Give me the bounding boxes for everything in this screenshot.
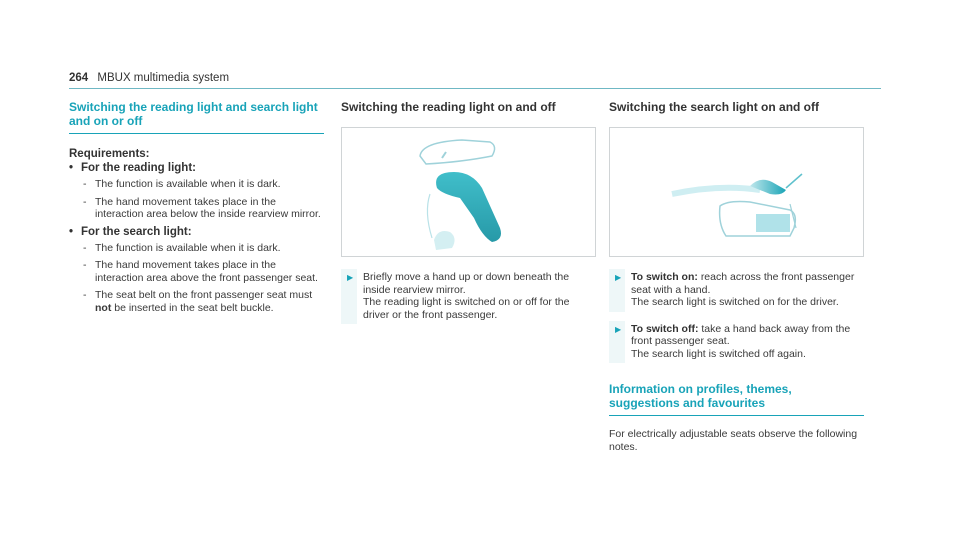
column-search-light bbox=[609, 100, 864, 453]
heading-divider bbox=[69, 133, 324, 134]
search-light-bullet: • For the search light: bbox=[69, 225, 192, 238]
section-heading: Switching the reading light on and off bbox=[341, 100, 556, 114]
list-item: - The hand movement takes place in the interaction area above the front passenger seat. bbox=[83, 259, 324, 284]
list-item: - The function is available when it is dark. bbox=[83, 178, 324, 191]
reading-light-bullet: • For the reading light: bbox=[69, 162, 196, 174]
search-light-list bbox=[83, 242, 324, 315]
info-section bbox=[609, 382, 864, 453]
list-item: - The seat belt on the front passenger seat must not be inserted in the seat belt buckle. bbox=[83, 289, 324, 314]
instruction-step-off: ▶ To switch off: take a hand back away from the front passenger seat. The search light is switched off again. bbox=[609, 323, 864, 361]
page-number: 264 bbox=[69, 72, 89, 84]
section-heading: Switching the reading light and search light and on or off bbox=[69, 100, 318, 128]
hand-mirror-illustration bbox=[342, 128, 595, 256]
column-reading-light bbox=[341, 100, 596, 321]
column-requirements bbox=[69, 100, 324, 319]
bullet-icon: • bbox=[69, 162, 74, 174]
instruction-step: ▶ Briefly move a hand up or down beneath the inside rearview mirror. The reading light is switched on or off for the driver or the front passenger. bbox=[341, 271, 596, 321]
header-divider bbox=[69, 88, 881, 89]
bullet-icon: • bbox=[69, 225, 74, 238]
instruction-step-on: ▶ To switch on: reach across the front passenger seat with a hand. The search light is switched on for the driver. bbox=[609, 271, 864, 309]
page-header bbox=[69, 72, 229, 84]
play-arrow-icon: ▶ bbox=[615, 273, 622, 282]
doc-title: MBUX multimedia system bbox=[97, 72, 230, 84]
list-item: - The hand movement takes place in the interaction area below the inside rearview mirror. bbox=[83, 196, 324, 221]
body-text: For electrically adjustable seats observe the following notes. bbox=[609, 428, 858, 453]
section-heading: Information on profiles, themes, suggestions and favourites bbox=[609, 382, 792, 410]
list-item: - The function is available when it is dark. bbox=[83, 242, 324, 255]
reading-light-list bbox=[83, 178, 324, 221]
play-arrow-icon: ▶ bbox=[347, 273, 354, 282]
requirements-title: Requirements: bbox=[69, 148, 150, 160]
play-arrow-icon: ▶ bbox=[615, 324, 622, 334]
search-light-illustration bbox=[609, 127, 864, 257]
hand-seat-illustration bbox=[610, 128, 863, 256]
heading-divider bbox=[609, 415, 864, 416]
section-heading: Switching the search light on and off bbox=[609, 100, 820, 114]
reading-light-illustration bbox=[341, 127, 596, 257]
